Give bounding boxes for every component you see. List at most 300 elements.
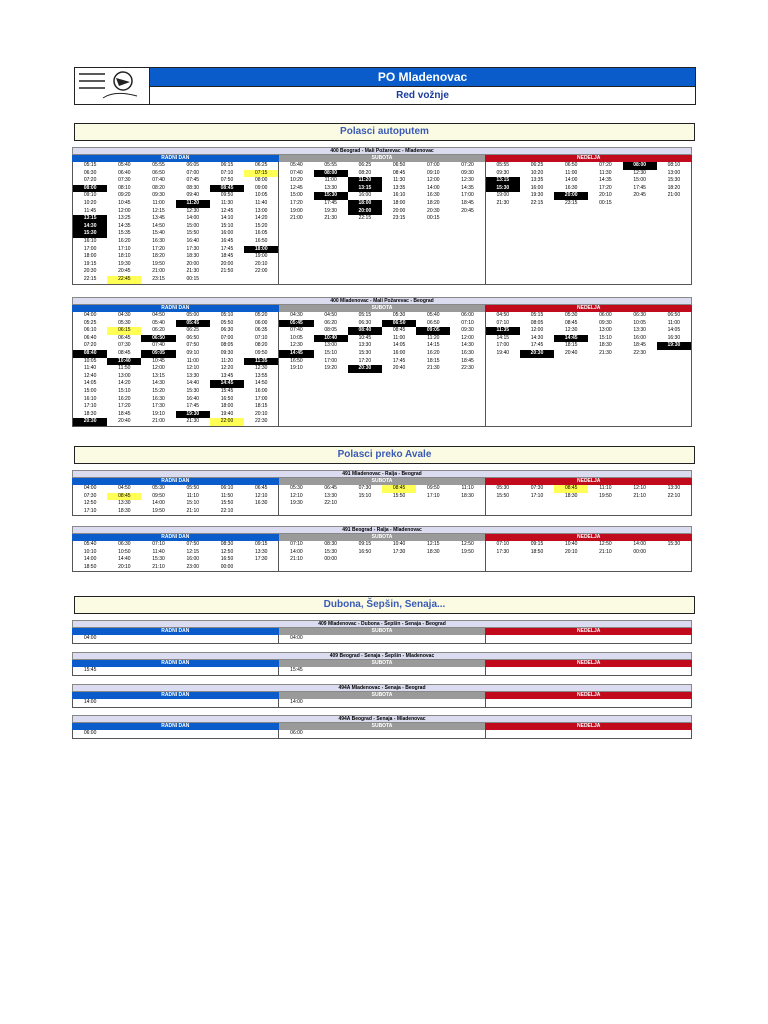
departure-time: 17:10 — [530, 492, 544, 499]
departure-time: 16:30 — [461, 349, 474, 356]
route-6 — [72, 684, 692, 708]
departure-time: 14:50 — [152, 222, 165, 229]
departure-time: 07:20 — [83, 342, 97, 349]
departure-time: 20:40 — [564, 349, 578, 356]
departure-time: 21:30 — [427, 365, 440, 372]
departure-time: 18:15 — [254, 403, 268, 410]
departure-time: 00:15 — [599, 199, 612, 206]
route-title: 409 Beograd - Senaja - Šepšin - Mladenovac — [72, 652, 692, 660]
departure-time: 13:45 — [220, 372, 234, 379]
departure-time: 07:10 — [254, 334, 268, 341]
departure-time: 13:00 — [324, 342, 337, 349]
departure-time: 20:00 — [186, 260, 200, 267]
departure-time: 19:30 — [118, 260, 131, 267]
departure-time: 12:30 — [633, 169, 646, 176]
departure-time: 18:30 — [599, 342, 612, 349]
departure-time: 21:10 — [186, 507, 200, 514]
departure-time: 07:10 — [152, 541, 165, 547]
departure-time: 15:30 — [324, 548, 337, 555]
departure-time: 14:10 — [220, 215, 234, 222]
departure-time: 18:50 — [530, 548, 544, 555]
departure-time: 07:20 — [461, 162, 474, 168]
times-sb — [279, 485, 485, 515]
departure-time: 11:20 — [427, 334, 440, 341]
departure-time: 20:00 — [392, 207, 406, 214]
departure-time: 18:00 — [392, 199, 406, 206]
departure-time: 09:10 — [186, 349, 200, 356]
departure-time: 05:15 — [530, 312, 544, 318]
departure-time: 11:00 — [186, 357, 199, 364]
departure-time: 05:45 — [176, 320, 210, 328]
departure-time: 08:30 — [186, 184, 200, 191]
departure-time: 06:50 — [667, 312, 681, 318]
departure-time: 14:00 — [564, 177, 578, 184]
day-header-nd: NEDELJA — [485, 305, 692, 312]
page-subtitle: Red vožnje — [150, 86, 695, 105]
departure-time: 14:20 — [118, 380, 131, 387]
departure-time: 05:10 — [220, 312, 234, 318]
departure-time: 12:30 — [564, 327, 578, 334]
departure-time: 19:50 — [152, 260, 165, 267]
departure-time: 15:30 — [358, 349, 372, 356]
departure-time: 11:10 — [186, 492, 199, 499]
day-header-rd: RADNI DAN — [72, 692, 279, 699]
departure-time: 20:10 — [254, 260, 268, 267]
departure-time: 14:00 — [186, 215, 200, 222]
departure-time: 21:50 — [220, 268, 234, 275]
departure-time: 17:00 — [83, 245, 97, 252]
departure-time: 12:15 — [186, 548, 200, 555]
departure-time: 04:50 — [118, 485, 131, 491]
departure-time: 19:10 — [152, 410, 165, 417]
departure-time: 13:30 — [358, 342, 372, 349]
departure-time: 10:45 — [152, 357, 165, 364]
departure-time: 17:45 — [530, 342, 544, 349]
departure-time: 20:10 — [118, 563, 131, 570]
section-autoput: Polasci autoputem — [74, 123, 695, 141]
departure-time: 14:00 — [152, 500, 165, 507]
departure-time: 12:10 — [254, 492, 268, 499]
departure-time: 18:20 — [427, 199, 440, 206]
departure-time: 10:05 — [633, 319, 646, 326]
departure-time: 13:35 — [392, 184, 406, 191]
day-header-rd: RADNI DAN — [72, 723, 279, 730]
departure-time: 16:20 — [118, 395, 131, 402]
departure-time: 06:30 — [633, 312, 646, 318]
departure-time: 21:10 — [152, 563, 165, 570]
departure-time: 11:10 — [599, 485, 612, 491]
departure-time: 15:10 — [220, 222, 234, 229]
departure-time: 22:15 — [358, 215, 372, 222]
departure-time: 19:50 — [599, 492, 612, 499]
departure-time: 15:30 — [314, 192, 348, 200]
departure-time: 18:30 — [118, 507, 131, 514]
departure-time: 06:40 — [118, 169, 131, 176]
departure-time: 17:20 — [358, 357, 372, 364]
departure-time: 21:10 — [290, 556, 303, 563]
departure-time: 14:15 — [427, 342, 440, 349]
departure-time: 11:00 — [565, 169, 578, 176]
departure-time: 20:30 — [427, 207, 440, 214]
departure-time: 13:15 — [152, 372, 165, 379]
departure-time: 08:20 — [152, 184, 165, 191]
departure-time: 12:30 — [290, 342, 303, 349]
departure-time: 09:50 — [427, 485, 440, 491]
departure-time: 05:40 — [118, 162, 131, 168]
departure-time: 17:00 — [461, 192, 474, 199]
departure-time: 06:25 — [358, 162, 372, 168]
departure-time: 15:10 — [599, 334, 612, 341]
departure-time: 19:00 — [290, 207, 303, 214]
departure-time: 10:20 — [290, 177, 303, 184]
times-nd — [486, 162, 691, 284]
departure-time: 16:00 — [392, 349, 406, 356]
day-header-nd: NEDELJA — [485, 534, 692, 541]
departure-time: 07:40 — [290, 327, 303, 334]
departure-time: 09:50 — [254, 349, 268, 356]
departure-time: 21:00 — [152, 418, 165, 425]
departure-time: 06:00 — [83, 730, 97, 736]
departure-time: 17:45 — [633, 184, 646, 191]
departure-time: 10:20 — [83, 199, 97, 206]
departure-time: 11:45 — [84, 207, 97, 214]
departure-time: 13:25 — [118, 215, 131, 222]
departure-time: 09:15 — [358, 541, 372, 547]
times-nd — [486, 541, 691, 571]
day-header-sb: SUBOTA — [279, 723, 486, 730]
departure-time: 13:00 — [599, 327, 612, 334]
departure-time: 06:00 — [599, 312, 612, 318]
departure-time: 07:30 — [358, 485, 372, 491]
departure-time: 08:00 — [254, 177, 268, 184]
departure-time: 00:00 — [220, 563, 234, 570]
departure-time: 16:10 — [392, 192, 406, 199]
departure-time: 21:10 — [633, 492, 646, 499]
departure-time: 00:15 — [186, 275, 200, 282]
departure-time: 13:15 — [73, 215, 107, 223]
departure-time: 09:30 — [220, 349, 234, 356]
departure-time: 18:00 — [244, 246, 278, 254]
departure-time: 00:00 — [633, 548, 646, 555]
departure-time: 07:40 — [152, 342, 165, 349]
departure-time: 10:40 — [392, 541, 406, 547]
departure-time: 11:30 — [599, 169, 612, 176]
departure-time: 19:50 — [461, 548, 474, 555]
departure-time: 10:05 — [83, 357, 97, 364]
departure-time: 19:00 — [496, 192, 510, 199]
departure-time: 20:40 — [118, 418, 131, 425]
departure-time: 17:30 — [496, 548, 510, 555]
route-3 — [72, 526, 692, 572]
departure-time: 19:30 — [290, 500, 303, 507]
departure-time: 08:10 — [118, 184, 131, 191]
departure-time: 18:15 — [427, 357, 440, 364]
departure-time: 08:30 — [324, 541, 337, 547]
departure-time: 15:30 — [186, 387, 200, 394]
departure-time: 16:50 — [220, 395, 234, 402]
departure-time: 18:10 — [118, 253, 131, 260]
times-sb — [279, 312, 485, 426]
departure-time: 12:20 — [220, 365, 234, 372]
departure-time: 17:20 — [290, 199, 303, 206]
departure-time: 15:30 — [152, 556, 165, 563]
departure-time: 08:20 — [358, 169, 372, 176]
departure-time: 14:00 — [83, 699, 97, 705]
departure-time: 11:30 — [393, 177, 406, 184]
departure-time: 00:00 — [324, 556, 337, 563]
departure-time: 19:00 — [254, 253, 268, 260]
departure-time: 07:30 — [83, 492, 97, 499]
day-header-sb: SUBOTA — [279, 628, 486, 635]
departure-time: 07:15 — [244, 170, 278, 178]
departure-time: 08:40 — [348, 327, 382, 335]
route-title: 491 Beograd - Ralja - Mladenovac — [72, 526, 692, 534]
departure-time: 19:40 — [220, 410, 234, 417]
departure-time: 17:10 — [83, 507, 97, 514]
departure-time: 07:30 — [530, 485, 544, 491]
departure-time: 17:00 — [496, 342, 510, 349]
departure-time: 04:50 — [496, 312, 510, 318]
departure-time: 06:00 — [254, 319, 268, 326]
day-header-sb: SUBOTA — [279, 478, 486, 485]
departure-time: 21:30 — [496, 199, 510, 206]
departure-time: 22:30 — [461, 365, 474, 372]
departure-time: 04:50 — [324, 312, 337, 318]
departure-time: 04:30 — [290, 312, 303, 318]
section-dubona: Dubona, Šepšin, Senaja... — [74, 596, 695, 614]
day-header-rd: RADNI DAN — [72, 155, 279, 162]
departure-time: 13:30 — [254, 548, 268, 555]
times-sb — [279, 667, 485, 675]
departure-time: 12:45 — [290, 184, 303, 191]
timetable-header — [74, 67, 696, 105]
departure-time: 17:45 — [186, 403, 200, 410]
departure-time: 20:10 — [254, 410, 268, 417]
times-rd — [73, 667, 279, 675]
day-header-sb: SUBOTA — [279, 155, 486, 162]
departure-time: 19:30 — [530, 192, 544, 199]
day-header-nd: NEDELJA — [485, 155, 692, 162]
departure-time: 16:30 — [152, 395, 165, 402]
departure-time: 05:15 — [358, 312, 372, 318]
departure-time: 05:30 — [152, 485, 165, 491]
departure-time: 14:30 — [461, 342, 474, 349]
departure-time: 15:10 — [118, 387, 131, 394]
departure-time: 20:30 — [73, 418, 107, 426]
departure-time: 07:40 — [152, 177, 165, 184]
departure-time: 13:30 — [667, 485, 681, 491]
page-title: PO Mladenovac — [150, 68, 695, 86]
departure-time: 10:10 — [83, 548, 97, 555]
departure-time: 16:00 — [633, 334, 646, 341]
departure-time: 16:20 — [118, 237, 131, 244]
departure-time: 10:45 — [118, 199, 131, 206]
departure-time: 10:45 — [358, 334, 372, 341]
departure-time: 12:30 — [461, 177, 474, 184]
departure-time: 16:00 — [186, 556, 200, 563]
departure-time: 10:40 — [107, 358, 141, 366]
departure-time: 05:40 — [290, 162, 303, 168]
departure-time: 05:25 — [83, 319, 97, 326]
departure-time: 22:30 — [633, 349, 646, 356]
departure-time: 09:50 — [152, 492, 165, 499]
departure-time: 08:10 — [667, 162, 681, 168]
departure-time: 11:20 — [220, 357, 234, 364]
route-title: 400 Beograd - Mali Požarevac - Mladenovac — [72, 147, 692, 155]
departure-time: 06:20 — [152, 327, 165, 334]
departure-time: 17:45 — [324, 199, 337, 206]
departure-time: 13:45 — [152, 215, 165, 222]
departure-time: 05:20 — [254, 312, 268, 318]
departure-time: 15:30 — [667, 541, 681, 547]
departure-time: 16:45 — [220, 237, 234, 244]
day-header-rd: RADNI DAN — [72, 478, 279, 485]
departure-time: 12:50 — [461, 541, 474, 547]
departure-time: 15:20 — [254, 222, 268, 229]
departure-time: 21:30 — [186, 418, 200, 425]
departure-time: 00:15 — [427, 215, 440, 222]
departure-time: 14:00 — [633, 541, 646, 547]
route-2 — [72, 470, 692, 516]
departure-time: 18:50 — [83, 563, 97, 570]
departure-time: 05:55 — [152, 162, 165, 168]
day-header-rd: RADNI DAN — [72, 628, 279, 635]
departure-time: 20:10 — [599, 192, 612, 199]
departure-time: 11:50 — [220, 492, 234, 499]
departure-time: 07:30 — [118, 342, 131, 349]
departure-time: 11:00 — [667, 319, 680, 326]
departure-time: 22:15 — [530, 199, 544, 206]
times-nd — [486, 485, 691, 515]
departure-time: 09:50 — [220, 192, 234, 199]
departure-time: 12:15 — [152, 207, 165, 214]
departure-time: 16:30 — [152, 237, 165, 244]
departure-time: 10:20 — [530, 169, 544, 176]
departure-time: 06:50 — [141, 335, 175, 343]
departure-time: 06:05 — [186, 162, 200, 168]
departure-time: 05:30 — [496, 485, 510, 491]
departure-time: 15:30 — [667, 177, 681, 184]
departure-time: 11:50 — [118, 365, 131, 372]
route-0 — [72, 147, 692, 285]
day-header-sb: SUBOTA — [279, 534, 486, 541]
departure-time: 13:15 — [486, 177, 520, 185]
departure-time: 15:30 — [486, 185, 520, 193]
times-nd — [486, 667, 691, 675]
departure-time: 06:15 — [107, 327, 141, 335]
departure-time: 12:40 — [83, 372, 97, 379]
day-header-nd: NEDELJA — [485, 692, 692, 699]
departure-time: 12:50 — [83, 500, 97, 507]
departure-time: 17:45 — [220, 245, 234, 252]
departure-time: 20:30 — [83, 268, 97, 275]
departure-time: 05:15 — [83, 162, 97, 168]
departure-time: 14:35 — [118, 222, 131, 229]
day-header-nd: NEDELJA — [485, 478, 692, 485]
departure-time: 14:15 — [496, 334, 510, 341]
departure-time: 19:20 — [324, 365, 337, 372]
route-title: 494A Beograd - Senaja - Mladenovac — [72, 715, 692, 723]
departure-time: 14:35 — [599, 177, 612, 184]
departure-time: 07:20 — [83, 177, 97, 184]
times-sb — [279, 730, 485, 738]
departure-time: 16:40 — [186, 395, 200, 402]
departure-time: 17:10 — [83, 403, 97, 410]
departure-time: 08:45 — [392, 169, 406, 176]
departure-time: 19:10 — [290, 365, 303, 372]
departure-time: 20:45 — [461, 207, 474, 214]
departure-time: 15:10 — [186, 500, 200, 507]
departure-time: 08:05 — [324, 327, 337, 334]
times-sb — [279, 635, 485, 643]
departure-time: 06:30 — [118, 541, 131, 547]
departure-time: 12:00 — [118, 207, 131, 214]
departure-time: 23:15 — [392, 215, 406, 222]
departure-time: 16:00 — [254, 387, 268, 394]
departure-time: 15:50 — [496, 492, 510, 499]
day-header-nd: NEDELJA — [485, 723, 692, 730]
departure-time: 10:05 — [254, 192, 268, 199]
departure-time: 14:05 — [392, 342, 406, 349]
route-title: 494A Mladenovac - Senaja - Beograd — [72, 684, 692, 692]
departure-time: 14:50 — [254, 380, 268, 387]
departure-time: 07:50 — [220, 177, 234, 184]
departure-time: 21:00 — [152, 268, 165, 275]
departure-time: 20:00 — [554, 192, 588, 200]
departure-time: 18:00 — [348, 200, 382, 208]
departure-time: 16:50 — [254, 237, 268, 244]
departure-time: 09:30 — [599, 319, 612, 326]
departure-time: 07:50 — [186, 541, 200, 547]
departure-time: 12:10 — [290, 492, 303, 499]
departure-time: 08:45 — [554, 485, 588, 493]
departure-time: 11:00 — [152, 199, 165, 206]
departure-time: 17:20 — [118, 403, 131, 410]
departure-time: 18:30 — [427, 548, 440, 555]
departure-time: 18:30 — [186, 253, 200, 260]
departure-time: 08:05 — [530, 319, 544, 326]
departure-time: 06:00 — [461, 312, 474, 318]
departure-time: 13:00 — [118, 372, 131, 379]
departure-time: 19:50 — [152, 507, 165, 514]
departure-time: 07:40 — [290, 169, 303, 176]
departure-time: 14:35 — [461, 184, 474, 191]
departure-time: 08:00 — [314, 170, 348, 178]
departure-time: 20:30 — [348, 365, 382, 373]
departure-time: 22:10 — [324, 500, 337, 507]
times-nd — [486, 699, 691, 707]
departure-time: 05:50 — [186, 485, 200, 491]
departure-time: 09:40 — [186, 192, 200, 199]
departure-time: 11:40 — [152, 548, 165, 555]
departure-time: 08:45 — [564, 319, 578, 326]
departure-time: 21:30 — [599, 349, 612, 356]
departure-time: 06:40 — [83, 334, 97, 341]
departure-time: 13:30 — [324, 492, 337, 499]
departure-time: 05:40 — [427, 312, 440, 318]
departure-time: 16:40 — [186, 237, 200, 244]
departure-time: 13:35 — [530, 177, 544, 184]
departure-time: 09:15 — [254, 541, 268, 547]
departure-time: 11:00 — [393, 334, 406, 341]
departure-time: 17:30 — [392, 548, 406, 555]
departure-time: 19:30 — [657, 342, 691, 350]
route-7 — [72, 715, 692, 739]
departure-time: 16:30 — [427, 192, 440, 199]
day-header-rd: RADNI DAN — [72, 660, 279, 667]
departure-time: 15:45 — [83, 667, 97, 673]
departure-time: 06:45 — [324, 485, 337, 491]
